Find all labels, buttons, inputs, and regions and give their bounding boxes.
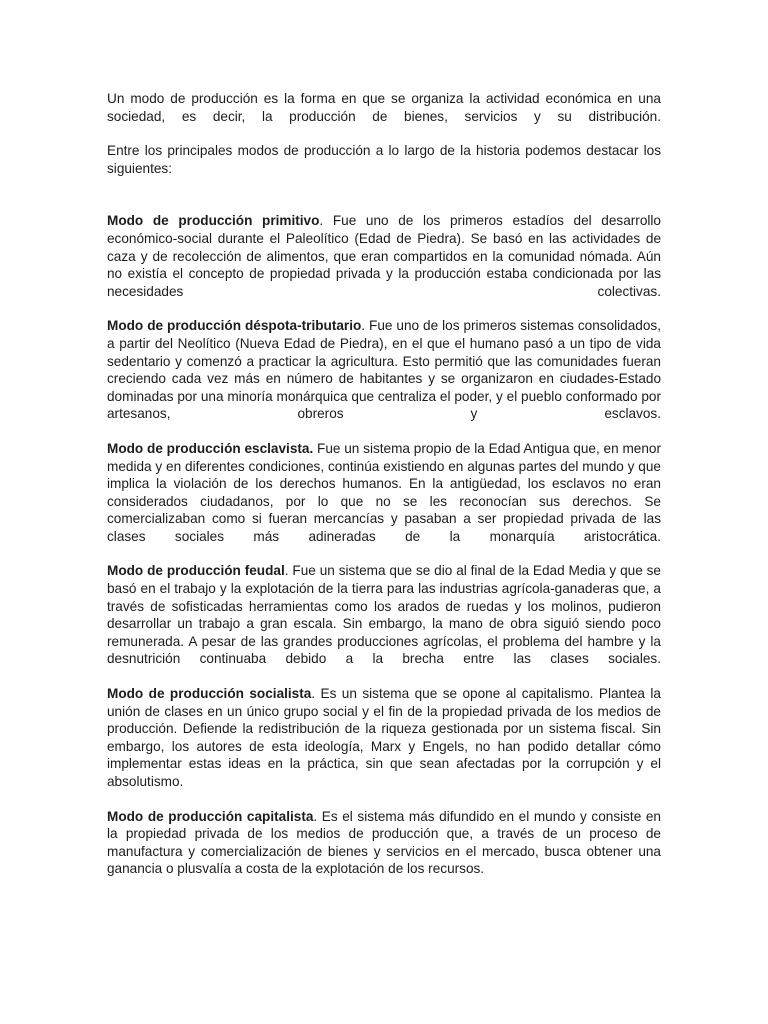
mode-term: Modo de producción socialista xyxy=(107,686,312,702)
document-page xyxy=(107,90,661,878)
mode-description: . Fue uno de los primeros estadíos del desarrollo económico-social durante el Paleolítico (Edad de Piedra). Se basó en las actividades de caza y de recolección de alimentos, que eran compartidos en la comunidad nómada. Aún no existía el concepto de propiedad privada y la producción estaba condicionada por las necesidades colectivas. xyxy=(107,213,661,299)
mode-term: Modo de producción esclavista. xyxy=(107,440,314,456)
mode-term: Modo de producción primitivo xyxy=(107,213,320,229)
mode-description: . Fue un sistema que se dio al final de la Edad Media y que se basó en el trabajo y la explotación de la tierra para las industrias agrícola-ganaderas que, a través de sofisticadas herramientas como los arados de ruedas y los molinos, pudieron desarrollar un trabajo a gran escala. Sin embargo, la mano de obra siguió siendo poco remunerada. A pesar de las grandes producciones agrícolas, el problema del hambre y la desnutrición continuaba debido a la brecha entre las clases sociales. xyxy=(107,563,661,667)
mode-paragraph-esclavista xyxy=(107,440,661,546)
intro-paragraph: Un modo de producción es la forma en que se organiza la actividad económica en una sociedad, es decir, la producción de bienes, servicios y su distribución. xyxy=(107,91,661,124)
mode-description: . Es un sistema que se opone al capitalismo. Plantea la unión de clases en un único grupo social y el fin de la propiedad privada de los medios de producción. Defiende la redistribución de la riqueza gestionada por un sistema fiscal. Sin embargo, los autores de esta ideología, Marx y Engels, no han podido detallar cómo implementar estas ideas en la práctica, sin que sean afectadas por la corrupción y el absolutismo. xyxy=(107,686,661,789)
mode-term: Modo de producción déspota-tributario xyxy=(107,318,362,334)
mode-paragraph-socialista xyxy=(107,685,661,791)
mode-paragraph-feudal xyxy=(107,562,661,668)
mode-paragraph-despota-tributario xyxy=(107,317,661,423)
intro-paragraph-2: Entre los principales modos de producción a lo largo de la historia podemos destacar los siguientes: xyxy=(107,143,661,176)
mode-description: . Fue uno de los primeros sistemas consolidados, a partir del Neolítico (Nueva Edad de Piedra), en el que el humano pasó a un tipo de vida sedentario y comenzó a practicar la agricultura. Esto permitió que las comunidades fueran creciendo cada vez más en número de habitantes y se organizaron en ciudades-Estado dominadas por una minoría monárquica que centraliza el poder, y el pueblo conformado por artesanos, obreros y esclavos. xyxy=(107,318,661,422)
mode-term: Modo de producción capitalista xyxy=(107,808,314,824)
mode-description: . Es el sistema más difundido en el mundo y consiste en la propiedad privada de los medios de producción que, a través de un proceso de manufactura y comercialización de bienes y servicios en el mercado, busca obtener una ganancia o plusvalía a costa de la explotación de los recursos. xyxy=(107,808,661,877)
mode-description: Fue un sistema propio de la Edad Antigua que, en menor medida y en diferentes condiciones, continúa existiendo en algunas partes del mundo y que implica la violación de los derechos humanos. En la antigüedad, los esclavos no eran considerados ciudadanos, por lo que no se les reconocían sus derechos. Se comercializaban como si fueran mercancías y pasaban a ser propiedad privada de las clases sociales más adineradas de la monarquía aristocrática. xyxy=(107,440,661,544)
mode-term: Modo de producción feudal xyxy=(107,563,285,579)
mode-paragraph-capitalista xyxy=(107,808,661,878)
mode-paragraph-primitivo xyxy=(107,212,661,300)
